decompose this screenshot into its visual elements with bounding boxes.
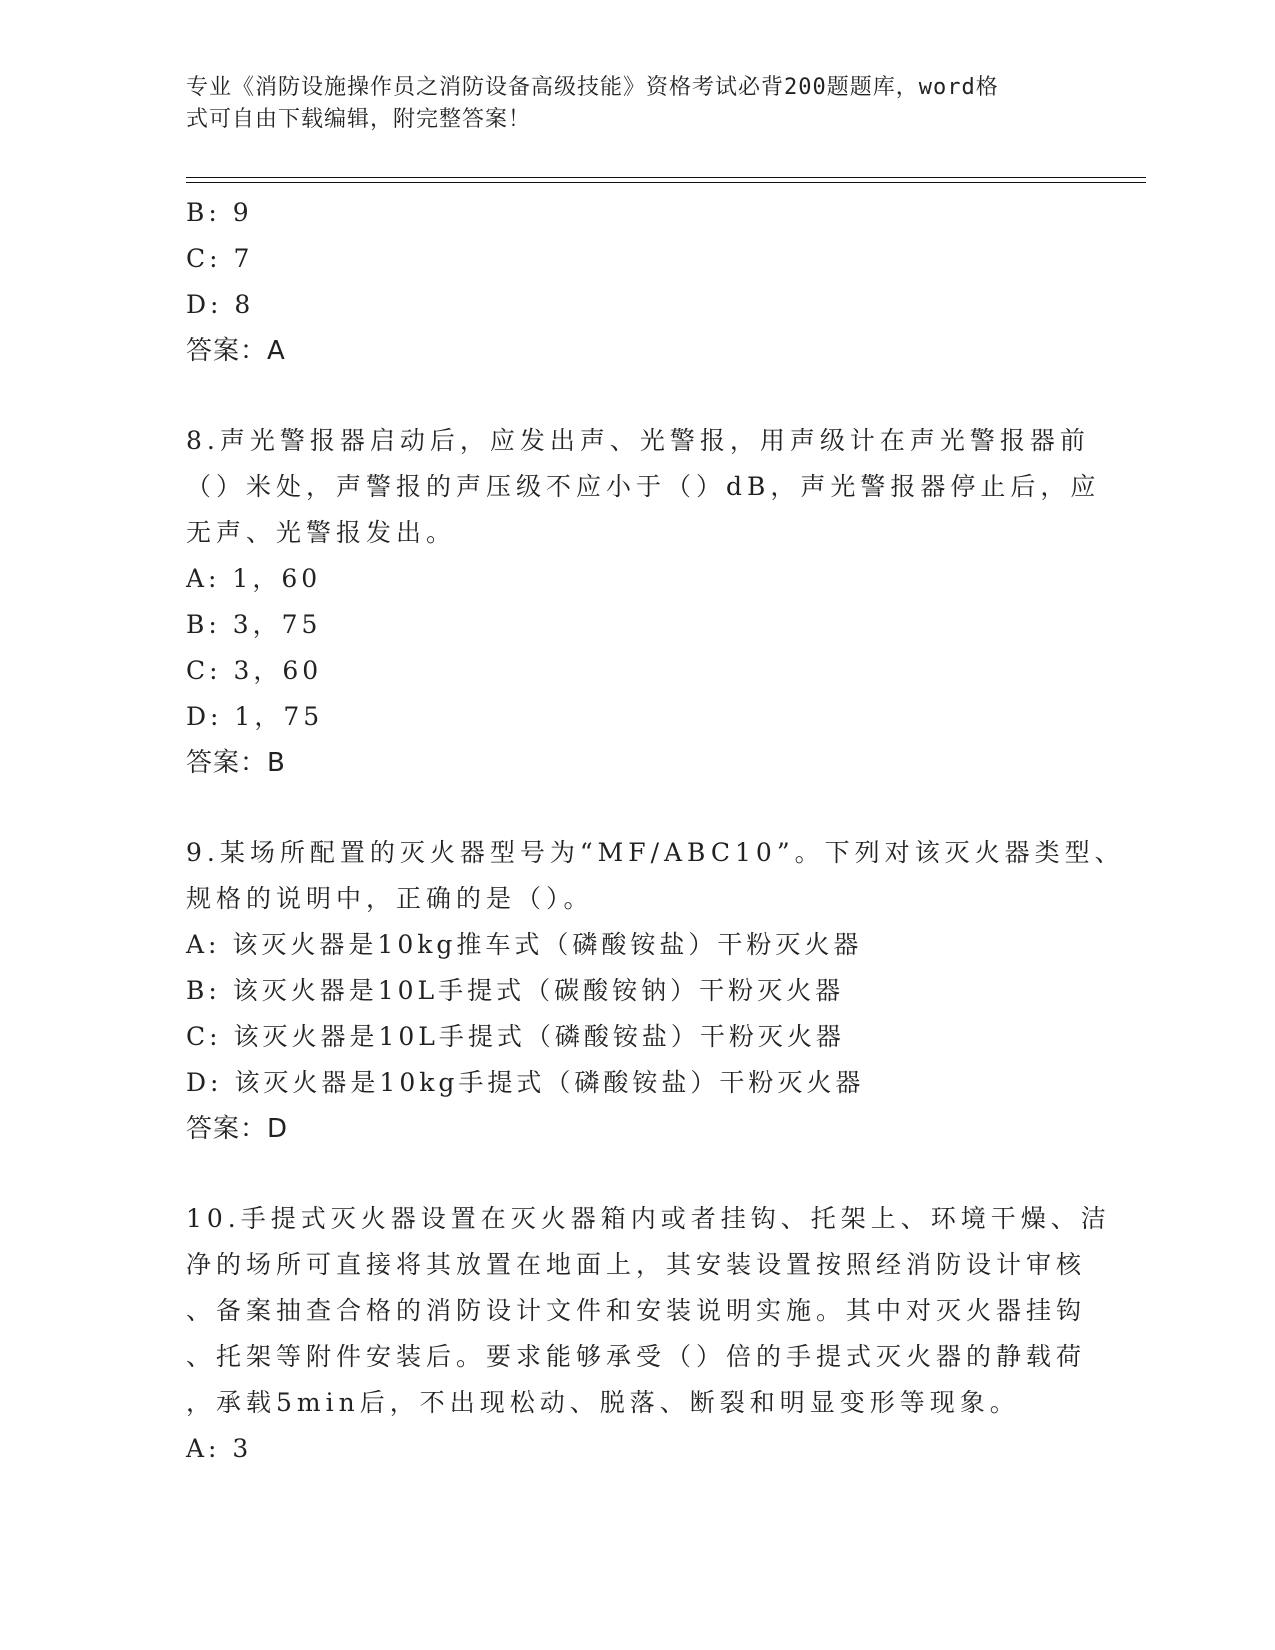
stem-line: 、备案抽查合格的消防设计文件和安装说明实施。其中对灭火器挂钩 <box>186 1296 1087 1325</box>
option-d: D: 1，75 <box>186 702 324 731</box>
answer-line: 答案：B <box>186 748 286 778</box>
question-8 <box>186 418 1101 786</box>
question-7-tail <box>186 190 1086 374</box>
question-stem <box>186 418 1101 556</box>
option-b: B: 3，75 <box>186 610 322 639</box>
answer-line: 答案：D <box>186 1114 289 1144</box>
header-line-2: 式可自由下载编辑，附完整答案！ <box>186 107 532 132</box>
stem-line: ，承载5min后，不出现松动、脱落、断裂和明显变形等现象。 <box>186 1388 1020 1417</box>
stem-line: 、托架等附件安装后。要求能够承受（）倍的手提式灭火器的静载荷 <box>186 1342 1087 1371</box>
question-stem <box>186 1196 1111 1426</box>
option-a: A: 1，60 <box>186 564 322 593</box>
question-10 <box>186 1196 1111 1472</box>
document-header <box>186 72 1066 136</box>
option-c: C: 7 <box>186 244 254 273</box>
stem-line: 无声、光警报发出。 <box>186 518 457 547</box>
answer-line: 答案：A <box>186 336 286 366</box>
option-c: C: 该灭火器是10L手提式（磷酸铵盐）干粉灭火器 <box>186 1022 845 1051</box>
option-c: C: 3，60 <box>186 656 323 685</box>
option-a: A: 3 <box>186 1434 253 1463</box>
header-rule-top <box>186 177 1146 178</box>
option-a: A: 该灭火器是10kg推车式（磷酸铵盐）干粉灭火器 <box>186 930 863 959</box>
option-d: D: 该灭火器是10kg手提式（磷酸铵盐）干粉灭火器 <box>186 1068 865 1097</box>
stem-line: 净的场所可直接将其放置在地面上，其安装设置按照经消防设计审核 <box>186 1250 1087 1279</box>
stem-line: （）米处，声警报的声压级不应小于（）dB，声光警报器停止后，应 <box>186 472 1101 501</box>
option-d: D: 8 <box>186 290 255 319</box>
question-9 <box>186 830 1125 1152</box>
question-stem <box>186 830 1125 922</box>
option-b: B: 该灭火器是10L手提式（碳酸铵钠）干粉灭火器 <box>186 976 845 1005</box>
header-rule-bottom <box>186 182 1146 183</box>
option-b: B: 9 <box>186 198 253 227</box>
stem-line: 9.某场所配置的灭火器型号为“MF/ABC10”。下列对该灭火器类型、 <box>186 838 1125 867</box>
stem-line: 10.手提式灭火器设置在灭火器箱内或者挂钩、托架上、环境干燥、洁 <box>186 1204 1111 1233</box>
document-body <box>186 190 1125 1472</box>
stem-line: 8.声光警报器启动后，应发出声、光警报，用声级计在声光警报器前 <box>186 426 1090 455</box>
stem-line: 规格的说明中，正确的是（）。 <box>186 884 594 913</box>
header-line-1: 专业《消防设施操作员之消防设备高级技能》资格考试必背200题题库，word格 <box>186 75 999 100</box>
